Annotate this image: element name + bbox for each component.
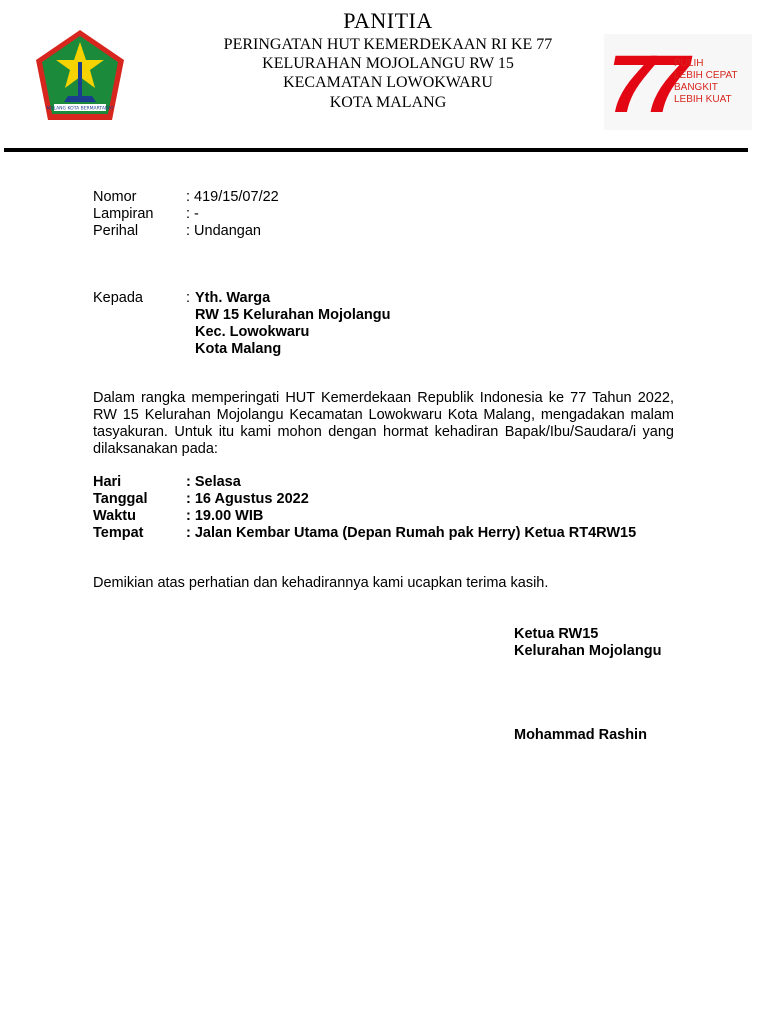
header-divider	[4, 148, 748, 152]
kepada-colon: :	[186, 290, 191, 306]
svg-text:PULIH: PULIH	[674, 58, 704, 69]
recipient-line-2: RW 15 Kelurahan Mojolangu	[195, 307, 391, 323]
detail-label-waktu: Waktu	[93, 508, 136, 524]
detail-value-tanggal: : 16 Agustus 2022	[186, 491, 309, 507]
perihal-value: : Undangan	[186, 223, 261, 239]
recipient-line-3: Kec. Lowokwaru	[195, 324, 310, 340]
nomor-value: : 419/15/07/22	[186, 189, 279, 205]
recipient-line-4: Kota Malang	[195, 341, 282, 357]
svg-text:BANGKIT: BANGKIT	[674, 82, 718, 93]
detail-label-hari: Hari	[93, 474, 122, 490]
nomor-label: Nomor	[93, 189, 137, 205]
closing-sentence: Demikian atas perhatian dan kehadirannya kami ucapkan terima kasih.	[93, 575, 549, 591]
recipient-line-1: Yth. Warga	[195, 290, 271, 306]
header-line-2: KELURAHAN MOJOLANGU RW 15	[262, 55, 514, 72]
detail-value-hari: : Selasa	[186, 474, 241, 490]
signature-title-2: Kelurahan Mojolangu	[514, 643, 662, 659]
signature-title-1: Ketua RW15	[514, 626, 599, 642]
body-paragraph: Dalam rangka memperingati HUT Kemerdekaan Republik Indonesia ke 77 Tahun 2022, RW 15 Kelurahan Mojolangu Kecamatan Lowokwaru Kota Malang, mengadakan malam tasyakuran. Untuk itu kami mohon dengan hormat kehadiran Bapak/Ibu/Saudara/i yang dilaksanakan pada:	[93, 390, 674, 457]
header-line-4: KOTA MALANG	[329, 94, 447, 111]
header-line-3: KECAMATAN LOWOKWARU	[283, 74, 493, 91]
detail-label-tanggal: Tanggal	[93, 491, 148, 507]
detail-label-tempat: Tempat	[93, 525, 144, 541]
detail-value-waktu: : 19.00 WIB	[186, 508, 264, 524]
kepada-label: Kepada	[93, 290, 143, 306]
header-line-1: PERINGATAN HUT KEMERDEKAAN RI KE 77	[223, 36, 553, 53]
signature-name: Mohammad Rashin	[514, 727, 647, 743]
detail-value-tempat: : Jalan Kembar Utama (Depan Rumah pak Herry) Ketua RT4RW15	[186, 525, 637, 541]
header-title: PANITIA	[343, 8, 433, 33]
lampiran-label: Lampiran	[93, 206, 154, 222]
lampiran-value: : -	[186, 206, 199, 222]
hut-ri-77-logo	[604, 34, 752, 130]
perihal-label: Perihal	[93, 223, 139, 239]
svg-text:LEBIH KUAT: LEBIH KUAT	[674, 94, 732, 105]
svg-text:77: 77	[608, 39, 680, 130]
svg-text:MALANG KOTA BERMARTABAT: MALANG KOTA BERMARTABAT	[46, 106, 114, 112]
svg-text:LEBIH CEPAT: LEBIH CEPAT	[674, 70, 738, 81]
